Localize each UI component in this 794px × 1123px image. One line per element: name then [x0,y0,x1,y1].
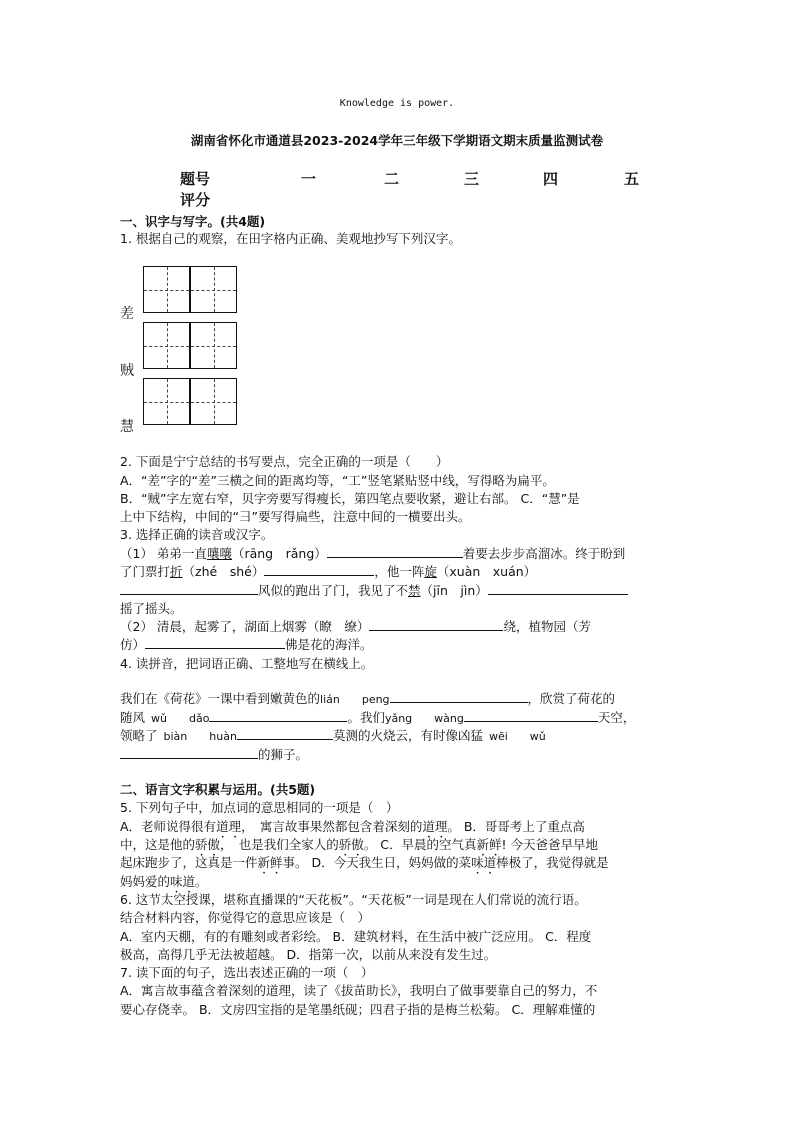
score-col-4: 四 [543,170,559,188]
answer-blank[interactable] [145,635,285,649]
question-6-options-2: 极高，高得几乎无法被超越。 D．指第一次，以前从来没有发生过。 [120,947,497,962]
question-2-option-b: B．“贼”字左宽右窄，贝字旁要写得瘦长，第四笔点要收紧，避让右部。 C．“慧”是 [120,491,580,506]
emphasized-word: 味道 [471,855,497,870]
question-3-line-4: 摇了摇头。 [120,601,183,616]
emphasized-word: 新鲜 [476,837,502,852]
text: 风似的跑出了门，我见了不 [258,583,409,598]
question-5: 5. 下列句子中，加点词的意思相同的一项是（ ） [120,800,399,815]
writing-grid-1[interactable] [143,266,237,313]
answer-blank[interactable] [327,544,463,558]
copy-char-1: 差 [120,306,134,322]
answer-blank[interactable] [237,726,333,740]
text: 着要去步步高溜冰。终于盼到 [462,546,626,561]
target-word: 嚷嚷 [206,546,232,561]
score-col-5: 五 [624,170,640,188]
text: 妈妈爱的 [120,874,171,889]
text: 天空， [597,710,636,725]
answer-blank[interactable] [209,708,347,722]
question-6-line-2: 结合材料内容，你觉得它的意思应该是（ ） [120,910,371,925]
question-2-option-a: A．“差”字的“差”三横之间的距离均等，“工”竖笔紧贴竖中线，写得略为扁平。 [120,473,555,488]
exam-title: 湖南省怀化市通道县2023-2024学年三年级下学期语文期末质量监测试卷 [190,133,604,148]
text: 。 [195,874,208,889]
pinyin: （zhé shé） [182,564,265,579]
text: A．老师说得很有 [120,819,217,834]
text: ， 寓言故事果然都包含着深刻的 [241,819,423,834]
pinyin: wǔ dǎo [151,712,210,725]
score-col-1: 一 [301,170,317,188]
target-word: 折 [170,564,183,579]
writing-grid-2[interactable] [143,322,237,369]
answer-blank[interactable] [369,617,503,631]
question-4-line-2 [120,708,635,728]
answer-blank[interactable] [464,708,598,722]
question-3: 3. 选择正确的读音或汉字。 [120,527,274,542]
text: 中，这是他的 [120,837,196,852]
text: ，欣赏了荷花的 [527,691,616,706]
writing-grid-3[interactable] [143,378,237,425]
emphasized-word: 道理 [216,819,242,834]
text: ， 也是我们全家人的 [220,837,339,852]
text: （1） 弟弟一直 [120,546,207,561]
question-1: 1. 根据自己的观察，在田字格内正确、美观地抄写下列汉字。 [120,231,461,246]
question-3-line-6 [120,635,373,654]
question-6: 6. 这节太空授课，堪称直播课的“天花板”。“天花板”一词是现在人们常说的流行语。 [120,892,587,907]
question-3-line-5 [120,617,591,636]
text: 事。 D．今天我生日，妈妈做的菜 [282,855,472,870]
question-3-line-3 [120,581,628,600]
pinyin: yǎng wàng [384,712,464,725]
text: 仿） [120,637,146,652]
emphasized-word: 味道 [170,874,196,889]
question-4-line-1 [120,689,615,709]
question-4-line-3 [120,726,546,746]
section-2-heading: 二、语言文字积累与运用。(共5题) [120,782,316,797]
answer-blank[interactable] [120,745,258,759]
question-2-option-c: 上中下结构，中间的“彐”要写得扁些，注意中间的一横要出头。 [120,509,471,524]
pinyin: biàn huàn [163,730,237,743]
text: 。 C．早晨的空气真 [363,837,477,852]
question-3-line-1 [120,544,625,563]
text: 了门票打 [120,564,171,579]
pinyin: （rāng rǎng） [231,546,327,561]
pinyin: wēi wǔ [488,730,546,743]
copy-char-2: 贼 [120,363,134,379]
emphasized-word: 骄傲 [338,837,364,852]
question-4-line-4 [120,745,308,764]
target-word: 旋 [424,564,437,579]
text: 棒极了，我觉得就是 [496,855,609,870]
emphasized-word: 道理 [422,819,448,834]
pinyin: （xuàn xuán） [436,564,537,579]
text: 随风 [120,710,146,725]
score-col-2: 二 [384,170,400,188]
copy-char-3: 慧 [120,419,134,435]
text: 的狮子。 [258,747,309,762]
question-7: 7. 读下面的句子，选出表述正确的一项（ ） [120,965,374,980]
text: 佛是花的海洋。 [285,637,373,652]
pinyin: lián peng [320,693,390,706]
question-6-options-1: A．室内天棚，有的有雕刻或者彩绘。 B．建筑材料，在生活中被广泛应用。 C．程度 [120,929,592,944]
answer-blank[interactable] [390,689,528,703]
question-2: 2. 下面是宁宁总结的书写要点，完全正确的一项是（ ） [120,454,449,469]
text: 绕，植物园（芳 [503,619,591,634]
question-7-options-1: A．寓言故事蕴含着深刻的道理，读了《拔苗助长》，我明白了做事要靠自己的努力，不 [120,983,598,998]
text: ! 今天爸爸早早地 [501,837,599,852]
text: ，他一阵 [374,564,425,579]
page-tagline: Knowledge is power. [339,98,455,109]
pinyin: （jīn jìn） [420,583,488,598]
score-label: 评分 [180,191,211,209]
emphasized-word: 骄傲 [195,837,221,852]
text: （2） 清晨，起雾了，湖面上烟雾（瞭 缭） [120,619,370,634]
text: 领略了 [120,728,158,743]
score-col-3: 三 [464,170,480,188]
target-word: 禁 [408,583,421,598]
section-1-heading: 一、识字与写字。(共4题) [120,214,266,229]
question-7-options-2: 要心存侥幸。 B．文房四宝指的是笔墨纸砚；四君子指的是梅兰松菊。 C．理解难懂的 [120,1002,596,1017]
answer-blank[interactable] [264,562,374,576]
question-4: 4. 读拼音，把词语正确、工整地写在横线上。 [120,656,374,671]
text: 。 B．哥哥考上了重点高 [447,819,585,834]
answer-blank[interactable] [120,581,258,595]
text: 起床跑步了，这真是一件 [120,855,258,870]
score-row-label: 题号 [180,170,211,188]
text: 。我们 [347,710,385,725]
text: 我们在《荷花》一课中看到嫩黄色的 [120,691,321,706]
text: 莫测的火烧云，有时像凶猛 [332,728,483,743]
question-3-line-2 [120,562,536,581]
answer-blank[interactable] [488,581,628,595]
emphasized-word: 新鲜 [257,855,283,870]
